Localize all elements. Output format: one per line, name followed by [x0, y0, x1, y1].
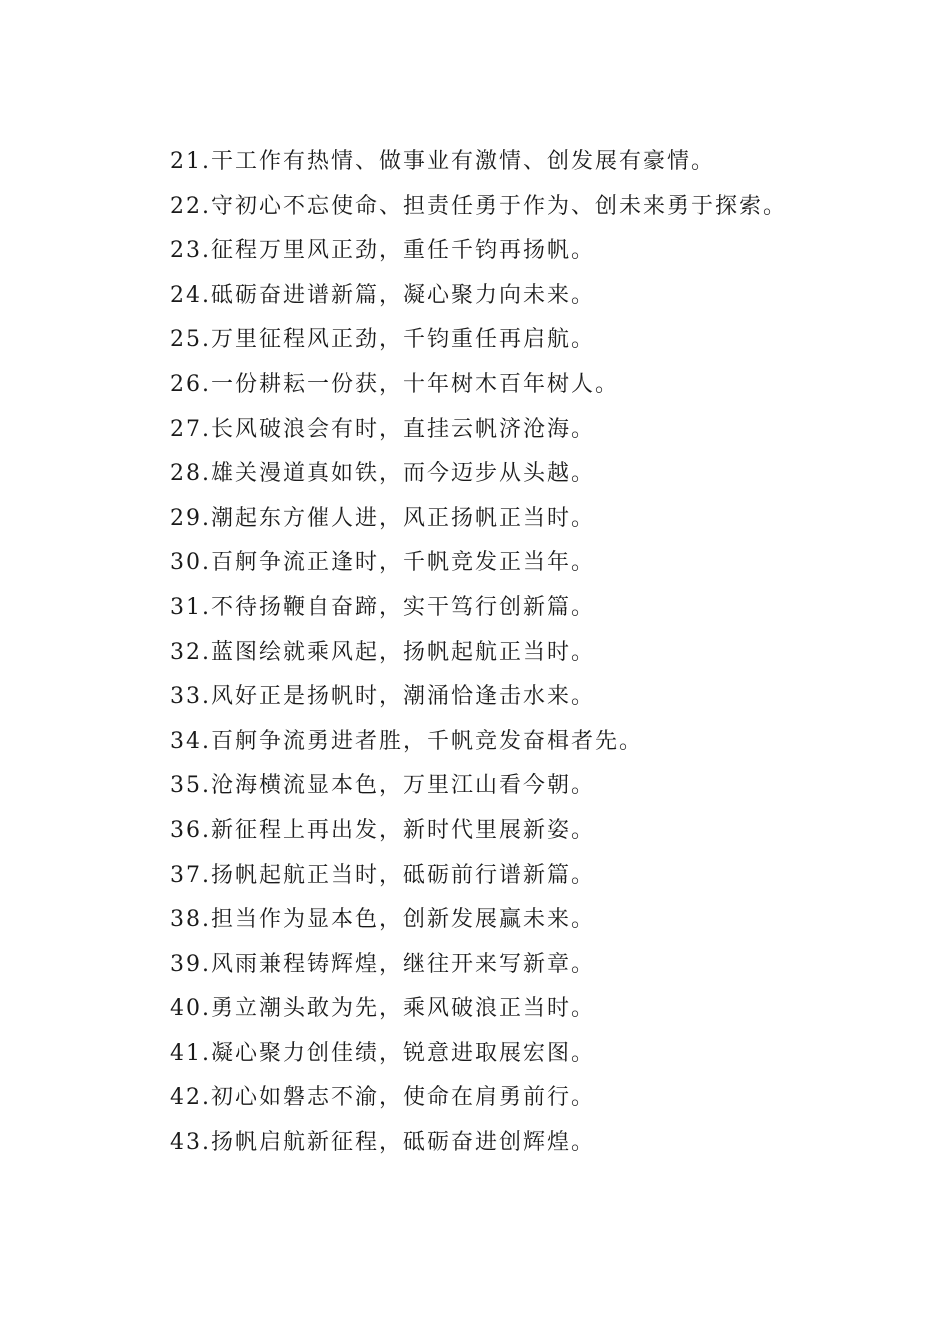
list-item: 31.不待扬鞭自奋蹄，实干笃行创新篇。: [170, 594, 595, 620]
list-item: 22.守初心不忘使命、担责任勇于作为、创未来勇于探索。: [170, 193, 787, 219]
list-item: 23.征程万里风正劲，重任千钧再扬帆。: [170, 238, 595, 264]
list-item: 36.新征程上再出发，新时代里展新姿。: [170, 817, 595, 843]
list-item: 38.担当作为显本色，创新发展赢未来。: [170, 907, 595, 933]
list-item: 35.沧海横流显本色，万里江山看今朝。: [170, 773, 595, 799]
list-item: 29.潮起东方催人进，风正扬帆正当时。: [170, 505, 595, 531]
list-item: 43.扬帆启航新征程，砥砺奋进创辉煌。: [170, 1130, 595, 1156]
list-item: 41.凝心聚力创佳绩，锐意进取展宏图。: [170, 1040, 595, 1066]
list-item: 25.万里征程风正劲，千钧重任再启航。: [170, 327, 595, 353]
list-item: 27.长风破浪会有时，直挂云帆济沧海。: [170, 416, 595, 442]
list-item: 42.初心如磐志不渝，使命在肩勇前行。: [170, 1085, 595, 1111]
slogan-list: [170, 140, 787, 1166]
list-item: 39.风雨兼程铸辉煌，继往开来写新章。: [170, 951, 595, 977]
list-item: 30.百舸争流正逢时，千帆竞发正当年。: [170, 550, 595, 576]
list-item: 40.勇立潮头敢为先，乘风破浪正当时。: [170, 996, 595, 1022]
list-item: 24.砥砺奋进谱新篇，凝心聚力向未来。: [170, 282, 595, 308]
list-item: 26.一份耕耘一份获，十年树木百年树人。: [170, 371, 619, 397]
list-item: 32.蓝图绘就乘风起，扬帆起航正当时。: [170, 639, 595, 665]
list-item: 21.干工作有热情、做事业有激情、创发展有豪情。: [170, 149, 715, 174]
list-item: 28.雄关漫道真如铁，而今迈步从头越。: [170, 461, 595, 487]
list-item: 37.扬帆起航正当时，砥砺前行谱新篇。: [170, 862, 595, 888]
list-item: 34.百舸争流勇进者胜，千帆竞发奋楫者先。: [170, 728, 643, 754]
list-item: 33.风好正是扬帆时，潮涌恰逢击水来。: [170, 684, 595, 710]
